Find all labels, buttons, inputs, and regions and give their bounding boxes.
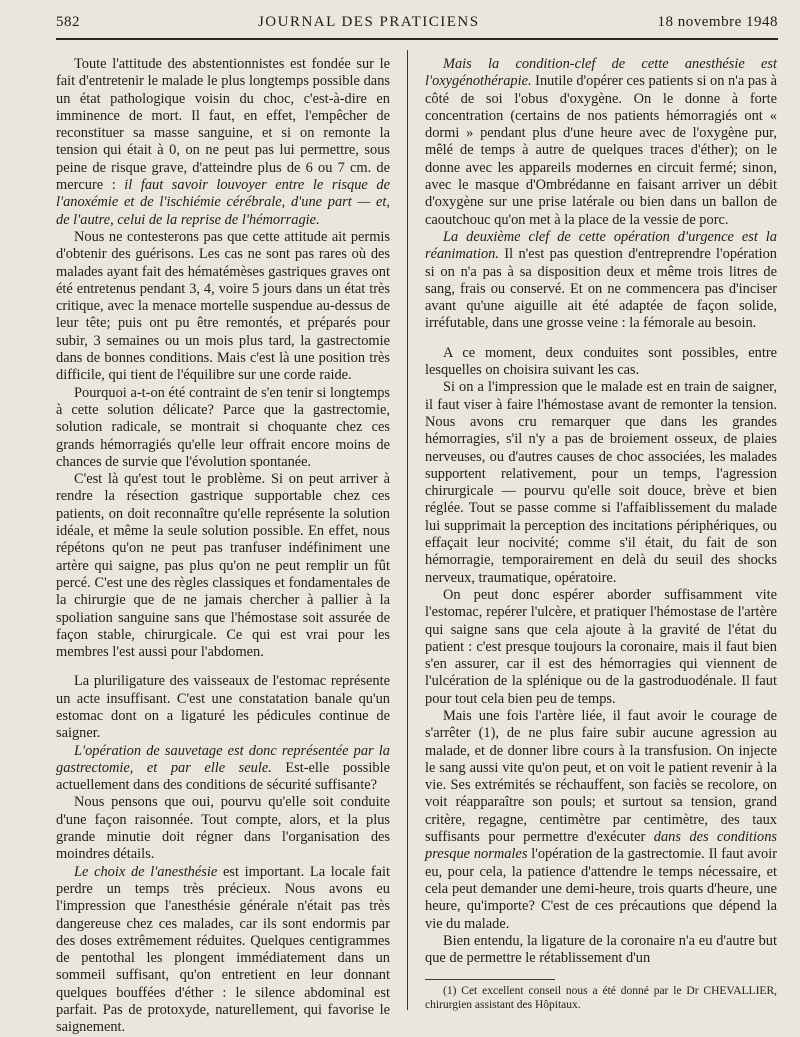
- paragraph-text: Mais une fois l'artère liée, il faut avoir le courage de s'arrêter (1), de ne plus faire subir aucune agression au malade, et de donner libre cours à la transfusion. On injecte le sang aussi vite qu'on peut, et on voit le patient revenir à la vie. Ses extrémités se réchauffent, son faciès se recolore, on voit réapparaître son pouls; et surtout sa tension, grand critère, regagne, centimètre par centimètre, des taux suffisants pour permettre d'exécuter: [425, 707, 777, 846]
- paragraph: [425, 587, 777, 708]
- right-column: [425, 56, 777, 1012]
- paragraph: [425, 933, 777, 968]
- italic-text: Le choix de l'anesthésie: [74, 863, 218, 880]
- paragraph: [56, 229, 390, 385]
- italic-text: dans des conditions presque normales: [425, 829, 777, 863]
- page-number: 582: [56, 14, 80, 30]
- paragraph-text: A ce moment, deux conduites sont possibles, entre lesquelles on choisira suivant les cas.: [425, 344, 777, 379]
- paragraph: [425, 345, 777, 380]
- paragraph: [56, 794, 390, 863]
- footnote-rule: [425, 979, 555, 980]
- paragraph-text: Si on a l'impression que le malade est en train de saigner, il faut viser à faire l'hémostase avant de remonter la tension. Nous avons cru remarquer que dans les grandes hémorragies, s'il n'y a pas de broiement osseux, de plaies nerveuses, ou d'autres causes de choc associées, les malades supportent relativement, pour un temps, l'agression chirurgicale — pourvu qu'elle soit douce, brève et bien réglée. Tout se passe comme si l'affaiblissement du malade lui supprimait la perception des incitations périphériques, ou effaçait leur nocivité; comme s'il était, du fait de son hémorragie, temporairement en delà du seuil des shocks nerveux, traumatique, opératoire.: [425, 379, 777, 586]
- footnote: (1) Cet excellent conseil nous a été donné par le Dr CHEVALLIER, chirurgien assistant des Hôpitaux.: [425, 985, 777, 1012]
- paragraph: [425, 229, 777, 333]
- paragraph-text: l'opération de la gastrectomie. Il faut avoir eu, pour cela, la patience d'attendre le temps nécessaire, et cela peut demander une demi-heure, trois quarts d'heure, une heure, qu'importe? C'est de ces précautions que dépend la vie du malade.: [425, 846, 777, 932]
- paragraph-text: Inutile d'opérer ces patients si on n'a pas à côté de soi l'obus d'oxygène. On le donne à forte concentration (certains de nos patients hémorragiés ont « dormi » pendant plus d'une heure avec de l'oxygène pur, mêlé de temps à autre de quelques traces d'éther); on le donne avec les appareils modernes en circuit fermé; sinon, avec le masque d'Ombrédanne en faisant arriver un débit d'oxygène sur une prise latérale ou bien dans un ballon de caoutchouc qu'on met à la place de la vessie de porc.: [425, 73, 777, 228]
- paragraph-text: Pourquoi a-t-on été contraint de s'en tenir si longtemps à cette solution délicate? Parce que la gastrectomie, solution radicale, se montrait si choquante chez ces grands hémorragiés qu'elle leur offrait encore moins de chances de survie que l'évolution spontanée.: [56, 384, 390, 470]
- paragraph-text: Est-elle possible actuellement dans des conditions de sécurité suffisante?: [56, 759, 390, 794]
- paragraph-text: est important. La locale fait perdre un temps très précieux. Nous avons eu l'impression que l'anesthésie générale n'était pas très dangereuse chez ces malades, car ils sont endormis par des doses extrêmement réduites. Quelques centigrammes de pentothal les plongent immédiatement dans un sommeil suffisant, qu'on entretient en leur donnant quelques bouffées d'éther : le silence abdominal est parfait. Pas de protoxyde, naturellement, qui favorise le saignement.: [56, 863, 391, 1036]
- italic-text: La deuxième clef de cette opération d'urgence est la réanimation.: [425, 228, 777, 263]
- paragraph: [425, 56, 777, 229]
- italic-text: il faut savoir louvoyer entre le risque de l'anoxémie et de l'ischiémie cérébrale, d'une part — et, de l'autre, celui de la reprise de l'hémorragie.: [56, 177, 390, 228]
- paragraph: [56, 385, 390, 471]
- paragraph: [425, 379, 777, 587]
- paragraph-text: Nous pensons que oui, pourvu qu'elle soit conduite d'une façon raisonnée. Tout compte, alors, et la plus grande minutie doit régner dans l'organisation des moindres détails.: [56, 794, 390, 863]
- paragraph: [56, 864, 390, 1037]
- paragraph: [56, 743, 390, 795]
- paragraph-text: Il n'est pas question d'entreprendre l'opération si on n'a pas à sa disposition deux et même trois litres de sang, frais ou conservé. Et on ne commencera pas d'inciser avant qu'une aiguille ait été adaptée de façon solide, irréfutable, dans une grosse veine : la fémorale au besoin.: [425, 246, 777, 332]
- issue-date: 18 novembre 1948: [657, 14, 778, 30]
- paragraph-text: Toute l'attitude des abstentionnistes est fondée sur le fait d'entretenir le malade le plus longtemps possible dans un état pathologique voisin du choc, c'est-à-dire en imminence de mort. Il faut, en effet, l'empêcher de reconstituer sa masse sanguine, et si on remonte la tension qui était à 0, on ne peut pas lui permettre, sous peine de risque grave, d'atteindre plus de 6 ou 7 cm. de mercure :: [56, 56, 390, 194]
- paragraph-text: C'est là qu'est tout le problème. Si on peut arriver à rendre la résection gastrique supportable chez ces patients, on doit reconnaître qu'elle représente la solution idéale, et même la seule solution possible. En effet, nous répétons qu'on ne peut pas tranfuser indéfiniment une artère qui saigne, pas plus qu'on ne peut remplir un fût percé. C'est une des règles classiques et fondamentales de la chirurgie que de ne jamais chercher à pallier à la spoliation sanguine sans que l'hémostase soit assurée de façon stable, chirurgicale. Ce qui est vrai pour les membres l'est aussi pour l'abdomen.: [56, 471, 390, 661]
- left-column: [56, 56, 390, 1037]
- column-divider: [407, 50, 408, 1010]
- paragraph-text: La pluriligature des vaisseaux de l'estomac représente un acte insuffisant. C'est une constatation banale qu'un estomac dont on a ligaturé les pédicules continue de saigner.: [56, 673, 390, 742]
- paragraph-text: Nous ne contesterons pas que cette attitude ait permis d'obtenir des guérisons. Les cas ne sont pas rares où des malades ayant fait des hématémèses gastriques graves ont été entretenus pendant 3, 4, voire 5 jours dans un état très critique, avec la menace mortelle suspendue au-dessus de leur tête; puis ont pu être remontés, et préparés pour subir, 3 semaines ou un mois plus tard, la gastrectomie dans de bonnes conditions. Mais c'est là une position très difficile, qui tient de l'équilibre sur une corde raide.: [56, 228, 390, 384]
- header-rule: [56, 38, 778, 40]
- italic-text: Mais la condition-clef de cette anesthésie est l'oxygénothérapie.: [425, 56, 777, 90]
- paragraph: [56, 673, 390, 742]
- paragraph: [56, 56, 390, 229]
- paragraph: [425, 708, 777, 933]
- paragraph: [56, 471, 390, 661]
- paragraph-text: Bien entendu, la ligature de la coronaire n'a eu d'autre but que de permettre le rétablissement d'un: [425, 932, 777, 967]
- paragraph-text: On peut donc espérer aborder suffisamment vite l'estomac, repérer l'ulcère, et pratiquer l'hémostase de l'artère qui saigne sans que cela ajoute à la gravité de l'état du patient : c'est presque toujours la coronaire, mais il faut bien s'en assurer, car il est des hémorragies qui viennent de l'ulcération de la splénique ou de la gastroduodénale. Il faut pour tout cela bien peu de temps.: [425, 586, 777, 707]
- right-paragraphs: [425, 56, 777, 967]
- journal-title: JOURNAL DES PRATICIENS: [257, 14, 480, 30]
- italic-text: L'opération de sauvetage est donc représentée par la gastrectomie, et par elle seule.: [56, 742, 390, 776]
- page-header: [56, 14, 778, 36]
